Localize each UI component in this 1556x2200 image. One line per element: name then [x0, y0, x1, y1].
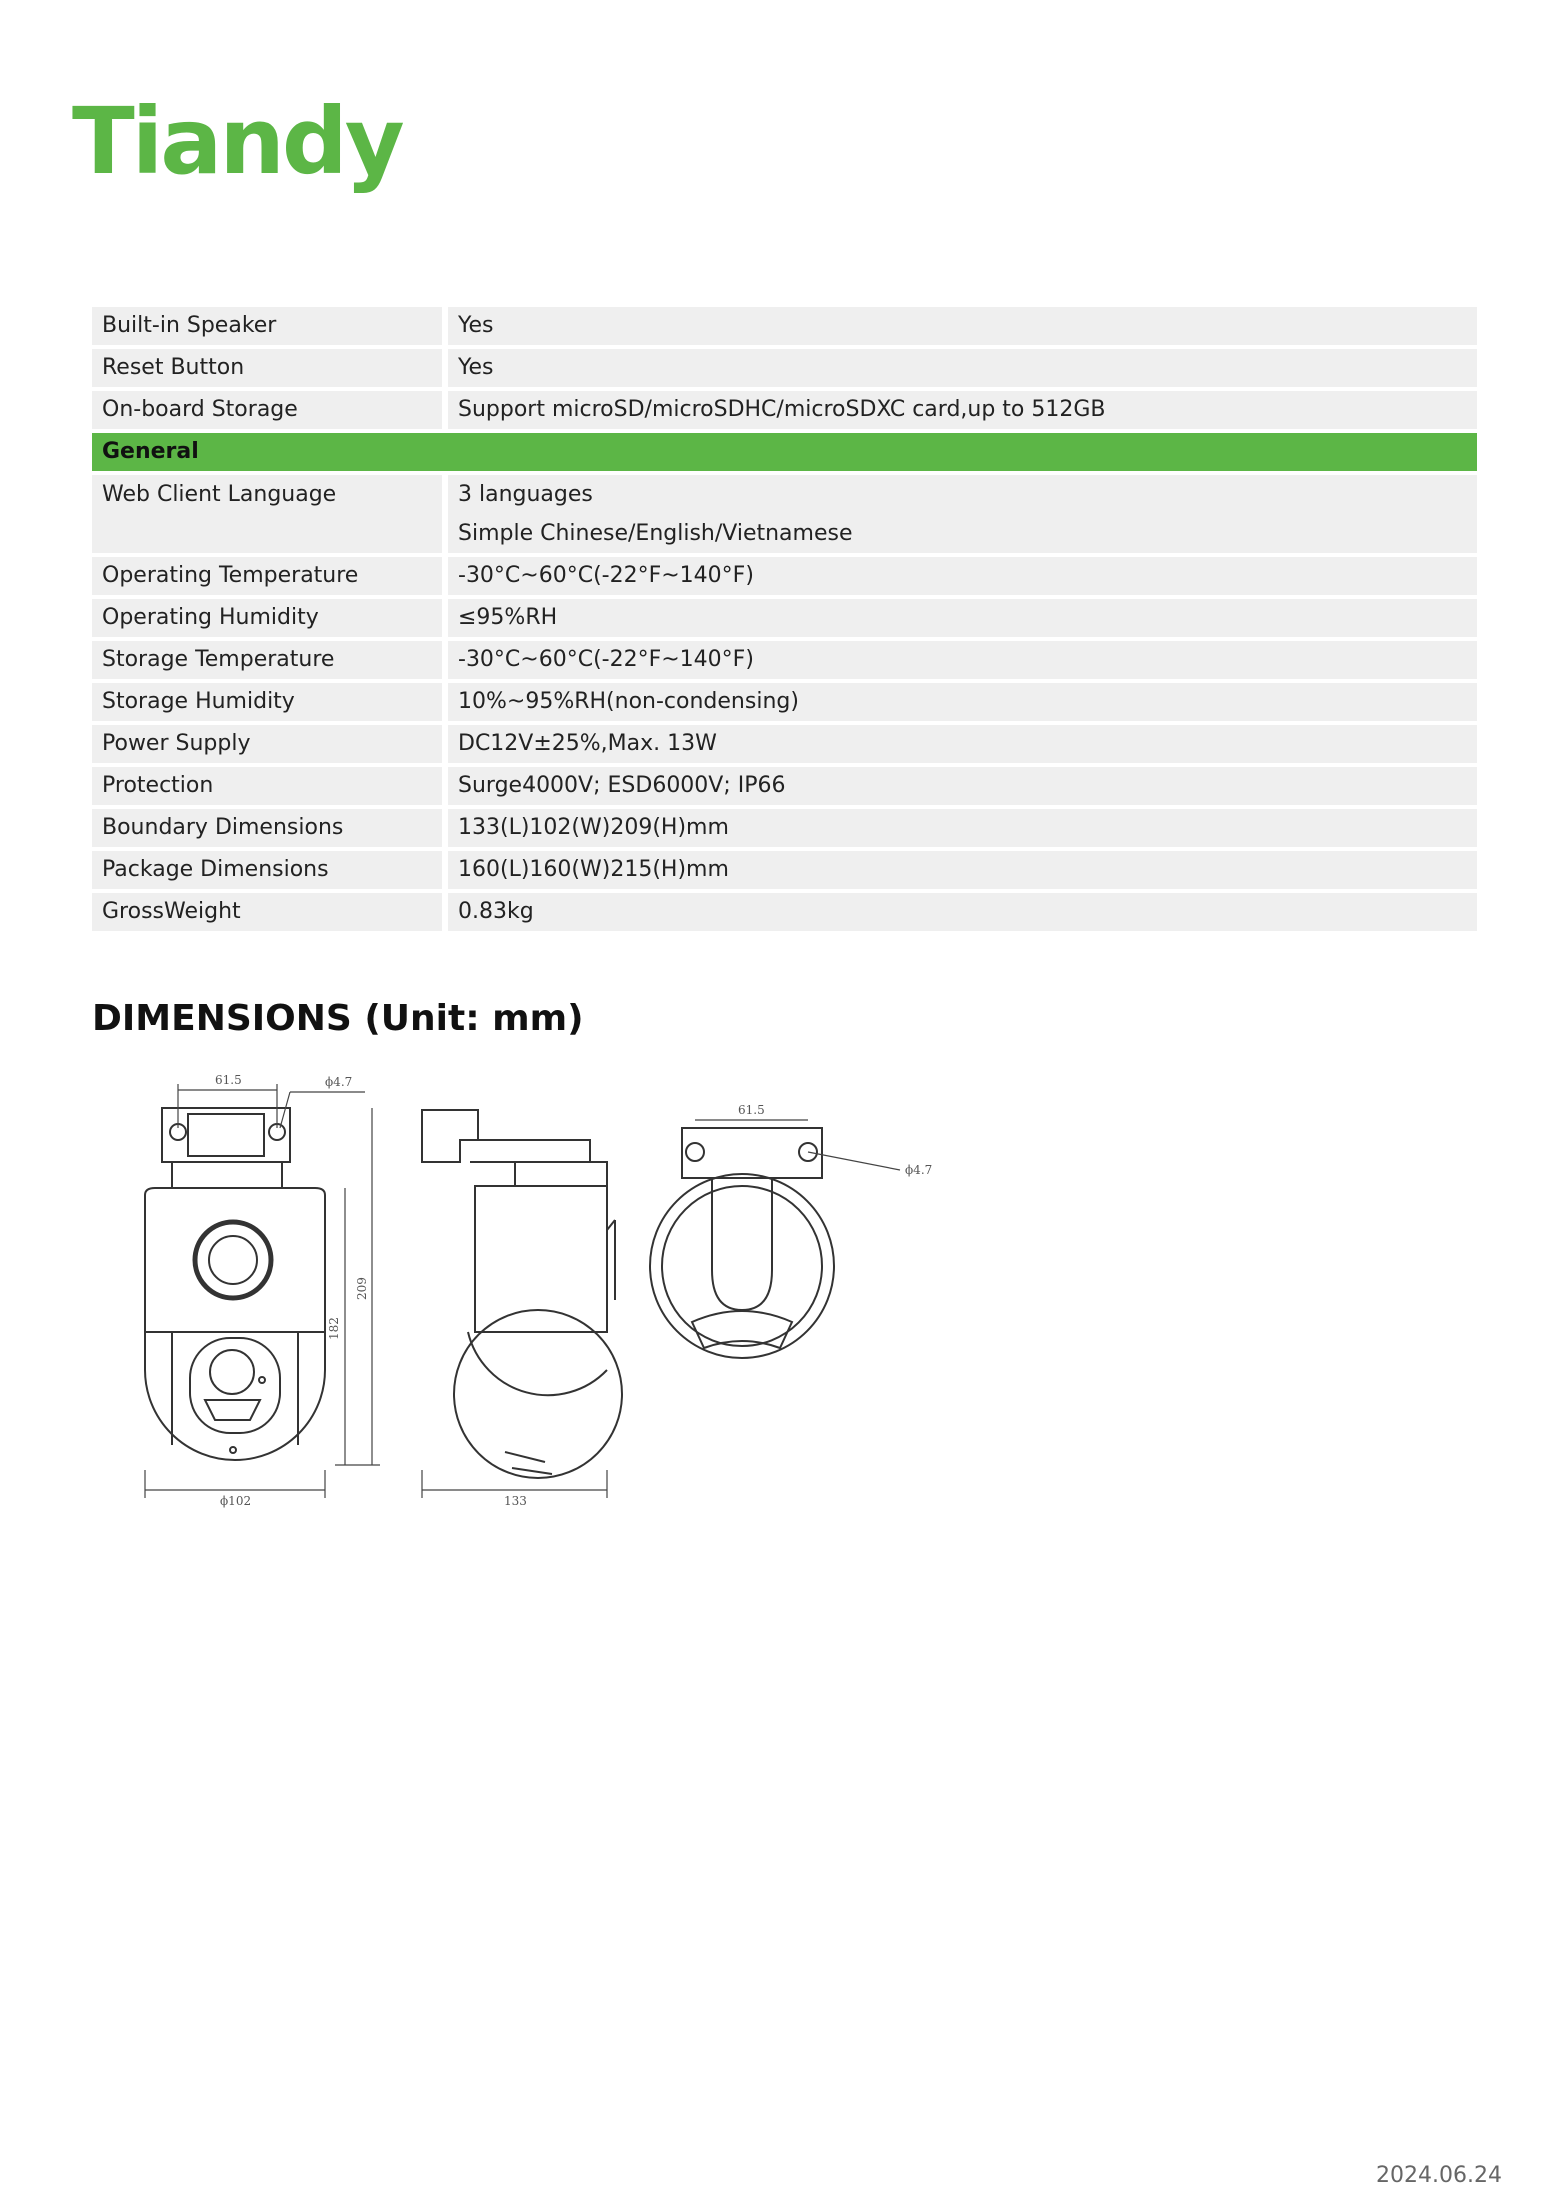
spec-value: Yes: [448, 349, 1477, 387]
spec-key: Storage Temperature: [92, 641, 448, 679]
spec-value-line: 3 languages: [458, 482, 593, 507]
spec-key: Operating Temperature: [92, 557, 448, 595]
spec-row: [92, 683, 1477, 721]
spec-row: [92, 725, 1477, 763]
spec-value: 133(L)102(W)209(H)mm: [448, 809, 1477, 847]
spec-value: Support microSD/microSDHC/microSDXC card,up to 512GB: [448, 391, 1477, 429]
spec-key: Power Supply: [92, 725, 448, 763]
top-width-label: 61.5: [738, 1103, 765, 1117]
spec-value: [448, 475, 1477, 553]
brand-logo: Tiandy: [72, 88, 402, 195]
section-title: General: [92, 433, 1477, 471]
spec-row: [92, 809, 1477, 847]
spec-row: [92, 307, 1477, 345]
dimensions-heading: DIMENSIONS (Unit: mm): [92, 998, 584, 1039]
spec-key: Protection: [92, 767, 448, 805]
spec-value: Yes: [448, 307, 1477, 345]
front-hole-label: ϕ4.7: [325, 1075, 353, 1089]
spec-row: [92, 391, 1477, 429]
spec-key: On-board Storage: [92, 391, 448, 429]
spec-value: DC12V±25%,Max. 13W: [448, 725, 1477, 763]
spec-value: -30°C~60°C(-22°F~140°F): [448, 641, 1477, 679]
top-hole-label: ϕ4.7: [905, 1163, 933, 1177]
spec-value: -30°C~60°C(-22°F~140°F): [448, 557, 1477, 595]
side-view-drawing: [422, 1110, 622, 1478]
spec-value: 10%~95%RH(non-condensing): [448, 683, 1477, 721]
spec-value-line: Simple Chinese/English/Vietnamese: [458, 521, 853, 546]
front-view-drawing: [145, 1108, 325, 1460]
spec-row: [92, 641, 1477, 679]
front-width-label: 61.5: [215, 1073, 242, 1087]
spec-value: Surge4000V; ESD6000V; IP66: [448, 767, 1477, 805]
spec-row: [92, 893, 1477, 931]
spec-row: [92, 475, 1477, 553]
spec-row: [92, 349, 1477, 387]
spec-value: 0.83kg: [448, 893, 1477, 931]
spec-key: Boundary Dimensions: [92, 809, 448, 847]
spec-value: 160(L)160(W)215(H)mm: [448, 851, 1477, 889]
front-height-209-label: 209: [355, 1277, 369, 1300]
spec-row: [92, 599, 1477, 637]
spec-row: [92, 557, 1477, 595]
spec-value: ≤95%RH: [448, 599, 1477, 637]
spec-key: Built-in Speaker: [92, 307, 448, 345]
front-height-182-label: 182: [327, 1317, 341, 1340]
spec-row: [92, 767, 1477, 805]
spec-key: Package Dimensions: [92, 851, 448, 889]
top-view-drawing: [650, 1128, 834, 1358]
spec-key: GrossWeight: [92, 893, 448, 931]
spec-table: [92, 303, 1477, 935]
front-base-label: ϕ102: [220, 1494, 252, 1508]
side-base-label: 133: [504, 1494, 527, 1508]
spec-key: Reset Button: [92, 349, 448, 387]
document-date: 2024.06.24: [1376, 2163, 1502, 2188]
spec-key: Web Client Language: [92, 475, 448, 553]
spec-key: Storage Humidity: [92, 683, 448, 721]
dimension-drawings: [120, 1070, 980, 1530]
section-header-general: [92, 433, 1477, 471]
spec-row: [92, 851, 1477, 889]
spec-key: Operating Humidity: [92, 599, 448, 637]
